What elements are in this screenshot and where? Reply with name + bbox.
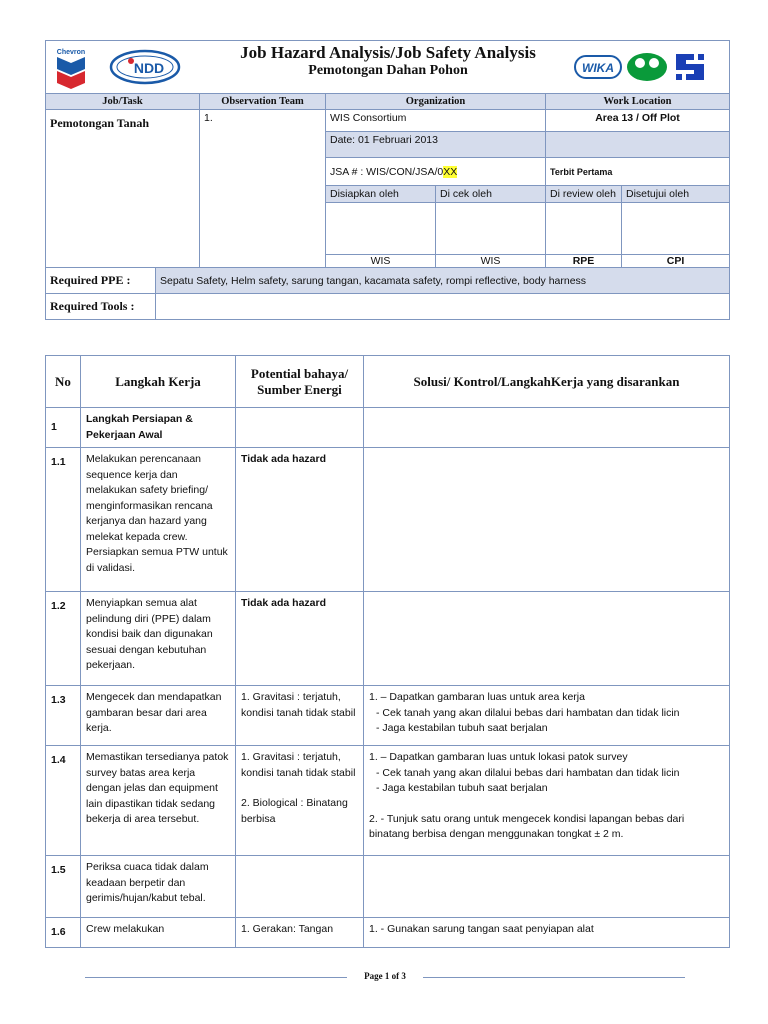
row-step: Langkah Persiapan & Pekerjaan Awal [81,408,236,448]
row-no: 1.3 [46,686,81,746]
column-job-task: Job/Task [46,94,200,110]
solution-line: - Cek tanah yang akan dilalui bebas dari hambatan dan tidak licin [376,706,680,719]
reviewed-by: RPE [546,255,622,268]
work-location-value: Area 13 / Off Plot [546,110,730,132]
approved-by: CPI [622,255,730,268]
row-solution [364,686,730,746]
row-solution [364,592,730,686]
tools-label: Required Tools : [46,294,156,320]
wika-logo-text: WIKA [582,61,614,75]
row-solution [364,746,730,856]
solution-line: - Jaga kestabilan tubuh saat berjalan [376,782,548,794]
row-no: 1.4 [46,746,81,856]
prepared-by: WIS [326,255,436,268]
chevron-logo-text: Chevron [56,49,86,56]
table-row [46,592,730,686]
header-no: No [46,356,81,408]
row-step: Crew melakukan [81,918,236,948]
hazard-line: 1. Gravitasi : terjatuh, kondisi tanah tidak stabil [241,751,356,779]
solution-line: 1. – Dapatkan gambaran luas untuk area kerja [369,691,585,703]
row-solution [364,448,730,592]
row-hazard: 1. Gerakan: Tangan [236,918,364,948]
reviewed-label: Di review oleh [546,186,622,203]
solution-line: - Cek tanah yang akan dilalui bebas dari hambatan dan tidak licin [376,766,680,779]
chevron-logo [51,45,91,91]
table-row [46,746,730,856]
solution-line: 1. - Gunakan sarung tangan saat penyiapan alat [369,923,594,935]
terbit-label: Terbit Pertama [546,158,730,186]
row-no: 1.2 [46,592,81,686]
prepared-label: Disiapkan oleh [326,186,436,203]
row-solution [364,856,730,918]
job-task-value: Pemotongan Tanah [46,110,200,268]
prepared-sign-box [326,203,436,255]
page-footer [85,970,685,986]
wika-logo [574,53,622,81]
checked-label: Di cek oleh [436,186,546,203]
ndd-logo-text: NDD [133,60,165,76]
date-value: Date: 01 Februari 2013 [326,132,546,158]
table-row [46,448,730,592]
solution-line: - Jaga kestabilan tubuh saat berjalan [376,722,548,734]
reviewed-sign-box [546,203,622,255]
header-hazard: Potential bahaya/ Sumber Energi [236,356,364,408]
hazard-table [45,355,730,948]
page-subtitle: Pemotongan Dahan Pohon [308,63,468,78]
header-table [45,40,730,320]
row-step: Mengecek dan mendapatkan gambaran besar dari area kerja. [81,686,236,746]
table-row [46,918,730,948]
row-no: 1.6 [46,918,81,948]
title-cell [46,41,730,94]
date-empty [546,132,730,158]
row-hazard [236,746,364,856]
tools-value [156,294,730,320]
column-work-location: Work Location [546,94,730,110]
hazard-line: 2. Biological : Binatang berbisa [241,797,348,825]
row-hazard: Tidak ada hazard [236,592,364,686]
approved-sign-box [622,203,730,255]
jsa-highlight: XX [443,165,458,178]
header-solution: Solusi/ Kontrol/LangkahKerja yang disarankan [364,356,730,408]
jsa-prefix: JSA # : WIS/CON/JSA/0 [330,165,444,178]
row-step: Melakukan perencanaan sequence kerja dan melakukan safety briefing/ menginformasikan rencana kerjanya dan hazard yang melekat kepada crew. Persiapkan semua PTW untuk di validasi. [81,448,236,592]
ndd-logo [109,49,181,85]
row-hazard: Tidak ada hazard [236,448,364,592]
row-no: 1.5 [46,856,81,918]
row-solution [364,408,730,448]
approved-label: Disetujui oleh [622,186,730,203]
table-row [46,856,730,918]
row-hazard [236,856,364,918]
row-step: Periksa cuaca tidak dalam keadaan berpetir dan gerimis/hujan/kabut tebal. [81,856,236,918]
blue-s-logo [674,52,706,82]
checked-sign-box [436,203,546,255]
row-hazard [236,408,364,448]
table-row [46,686,730,746]
green-logo [626,52,668,82]
row-step: Memastikan tersedianya patok survey batas area kerja dengan jelas dan equipment lain dipastikan tidak sedang bekerja di area tersebut. [81,746,236,856]
checked-by: WIS [436,255,546,268]
solution-line: 2. - Tunjuk satu orang untuk mengecek kondisi lapangan bebas dari binatang berbisa dengan menggunakan tongkat ± 2 m. [369,812,685,840]
solution-line: 1. – Dapatkan gambaran luas untuk lokasi patok survey [369,751,628,763]
row-no: 1 [46,408,81,448]
page-number: Page 1 of 3 [364,971,406,981]
ppe-value: Sepatu Safety, Helm safety, sarung tangan, kacamata safety, rompi reflective, body harness [156,268,730,294]
row-solution [364,918,730,948]
row-hazard: 1. Gravitasi : terjatuh, kondisi tanah tidak stabil [236,686,364,746]
organization-name: WIS Consortium [326,110,546,132]
column-organization: Organization [326,94,546,110]
jsa-number [326,158,546,186]
page-title: Job Hazard Analysis/Job Safety Analysis [240,43,536,62]
table-row [46,408,730,448]
column-observation-team: Observation Team [200,94,326,110]
row-no: 1.1 [46,448,81,592]
observation-team-value: 1. [200,110,326,268]
row-step: Menyiapkan semua alat pelindung diri (PPE) dalam kondisi baik dan digunakan sesuai dengan kebutuhan pekerjaan. [81,592,236,686]
header-step: Langkah Kerja [81,356,236,408]
ppe-label: Required PPE : [46,268,156,294]
